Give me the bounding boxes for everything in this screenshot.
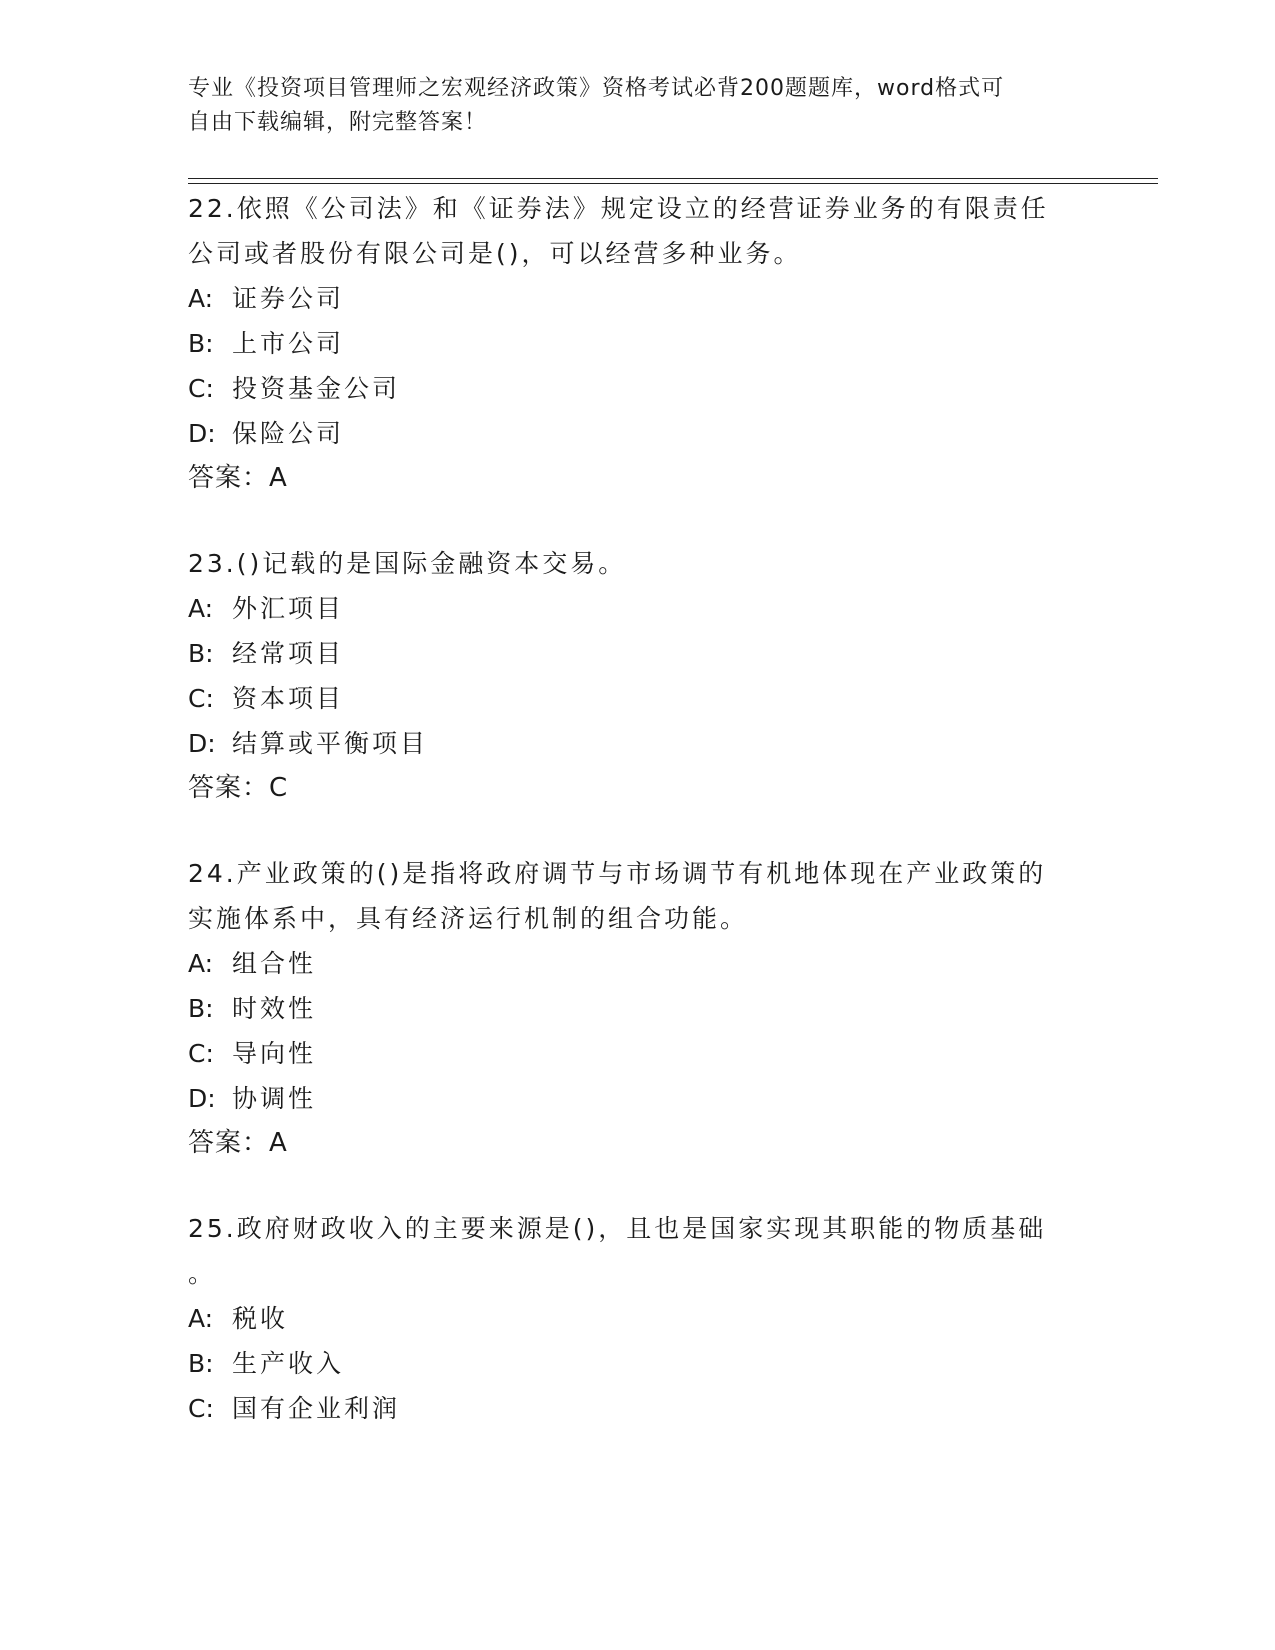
option-letter: D:	[188, 1084, 216, 1113]
option-c	[188, 676, 1088, 721]
option-text: 资本项目	[232, 684, 345, 713]
option-letter: D:	[188, 419, 216, 448]
option-text: 协调性	[232, 1084, 317, 1113]
question-25	[188, 1206, 1088, 1431]
question-24	[188, 851, 1088, 1166]
document-page	[188, 0, 1188, 1650]
option-text: 组合性	[232, 949, 317, 978]
option-letter: C:	[188, 1039, 214, 1068]
option-letter: A:	[188, 594, 214, 623]
option-letter: A:	[188, 1304, 214, 1333]
option-d	[188, 1076, 1088, 1121]
question-stem-line: 23.()记载的是国际金融资本交易。	[188, 549, 627, 578]
option-letter: B:	[188, 639, 214, 668]
question-23	[188, 541, 1088, 811]
option-text: 国有企业利润	[232, 1394, 401, 1423]
question-stem-line: 实施体系中，具有经济运行机制的组合功能。	[188, 904, 749, 933]
option-b	[188, 986, 1088, 1031]
question-stem-line: 25.政府财政收入的主要来源是()，且也是国家实现其职能的物质基础	[188, 1214, 1047, 1243]
option-letter: A:	[188, 949, 214, 978]
answer-line: 答案：A	[188, 463, 288, 493]
header-line-2: 自由下载编辑，附完整答案！	[188, 110, 488, 135]
option-a	[188, 1296, 1088, 1341]
answer-line: 答案：C	[188, 773, 289, 803]
option-letter: D:	[188, 729, 216, 758]
question-stem-line: 22.依照《公司法》和《证券法》规定设立的经营证券业务的有限责任	[188, 194, 1049, 223]
option-letter: C:	[188, 1394, 214, 1423]
option-d	[188, 721, 1088, 766]
header-line-1: 专业《投资项目管理师之宏观经济政策》资格考试必背200题题库，word格式可	[188, 76, 1005, 101]
option-text: 外汇项目	[232, 594, 345, 623]
question-stem-line: 公司或者股份有限公司是()，可以经营多种业务。	[188, 239, 802, 268]
option-text: 投资基金公司	[232, 374, 401, 403]
option-c	[188, 1031, 1088, 1076]
option-text: 税收	[232, 1304, 289, 1333]
option-a	[188, 586, 1088, 631]
option-b	[188, 321, 1088, 366]
option-b	[188, 631, 1088, 676]
option-letter: A:	[188, 284, 214, 313]
option-b	[188, 1341, 1088, 1386]
option-letter: B:	[188, 1349, 214, 1378]
option-letter: B:	[188, 994, 214, 1023]
question-list	[188, 186, 1088, 1471]
option-letter: C:	[188, 374, 214, 403]
option-text: 保险公司	[232, 419, 345, 448]
document-header	[188, 72, 1088, 140]
option-text: 结算或平衡项目	[232, 729, 429, 758]
question-22	[188, 186, 1088, 501]
question-stem-line: 。	[188, 1259, 217, 1288]
option-text: 生产收入	[232, 1349, 345, 1378]
option-text: 证券公司	[232, 284, 345, 313]
option-text: 时效性	[232, 994, 317, 1023]
option-c	[188, 366, 1088, 411]
option-letter: B:	[188, 329, 214, 358]
answer-line: 答案：A	[188, 1128, 288, 1158]
option-a	[188, 276, 1088, 321]
question-stem-line: 24.产业政策的()是指将政府调节与市场调节有机地体现在产业政策的	[188, 859, 1047, 888]
option-letter: C:	[188, 684, 214, 713]
header-double-rule	[188, 178, 1158, 184]
option-a	[188, 941, 1088, 986]
option-text: 上市公司	[232, 329, 345, 358]
option-c	[188, 1386, 1088, 1431]
option-text: 经常项目	[232, 639, 345, 668]
option-text: 导向性	[232, 1039, 317, 1068]
option-d	[188, 411, 1088, 456]
